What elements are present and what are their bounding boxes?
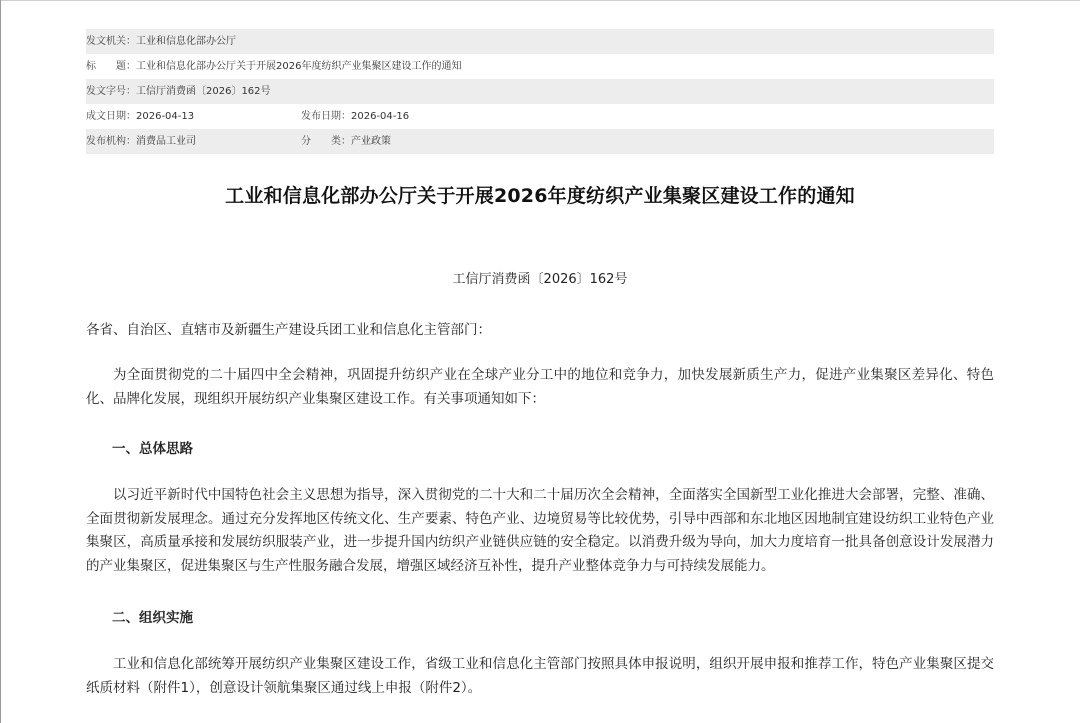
category-label: 分 类： [301, 136, 351, 147]
document-title: 工业和信息化部办公厅关于开展2026年度纺织产业集聚区建设工作的通知 [225, 185, 855, 207]
section-1-paragraph: 以习近平新时代中国特色社会主义思想为指导，深入贯彻党的二十大和二十届历次全会精神，全面落实全国新型工业化推进大会部署，完整、准确、全面贯彻新发展理念。通过充分发挥地区传统文化、生产要素、特色产业、边境贸易等比较优势，引导中西部和东北地区因地制宜建设纺织工业特色产业集聚区，高质量承接和发展纺织服装产业，进一步提升国内纺织产业链供应链的安全稳定。以消费升级为导向，加大力度培育一批具备创意设计发展潜力的产业集聚区，促进集聚区与生产性服务融合发展，增强区域经济互补性，提升产业整体竞争力与可持续发展能力。 [86, 487, 994, 574]
docno-value: 工信厅消费函〔2026〕162号 [136, 86, 271, 97]
published-label: 发布日期： [301, 111, 351, 122]
document-number: 工信厅消费函〔2026〕162号 [452, 272, 628, 287]
docno-label: 发文字号： [86, 86, 136, 97]
document-metadata-table [86, 29, 994, 154]
section-2-heading: 二、组织实施 [112, 610, 193, 626]
meta-row-issuer [86, 29, 994, 54]
title-value: 工业和信息化部办公厅关于开展2026年度纺织产业集聚区建设工作的通知 [136, 61, 462, 72]
org-value: 消费品工业司 [136, 136, 196, 147]
category-cell [301, 129, 391, 154]
created-value: 2026-04-13 [136, 111, 195, 122]
org-label: 发布机构： [86, 136, 136, 147]
page-top-border [0, 0, 1080, 1]
meta-row-docno [86, 79, 994, 104]
issuer-label: 发文机关： [86, 36, 136, 47]
section-2-paragraph: 工业和信息化部统筹开展纺织产业集聚区建设工作，省级工业和信息化主管部门按照具体申报说明，组织开展申报和推荐工作，特色产业集聚区提交纸质材料（附件1），创意设计领航集聚区通过线上申报（附件2）。 [86, 656, 994, 696]
section-1-heading: 一、总体思路 [112, 441, 193, 457]
title-label: 标 题： [86, 61, 136, 72]
published-value: 2026-04-16 [351, 111, 410, 122]
published-date-cell [301, 104, 409, 129]
intro-paragraph: 为全面贯彻党的二十届四中全会精神，巩固提升纺织产业在全球产业分工中的地位和竞争力，加快发展新质生产力，促进产业集聚区差异化、特色化、品牌化发展，现组织开展纺织产业集聚区建设工作。有关事项通知如下： [86, 367, 994, 407]
category-value: 产业政策 [351, 136, 391, 147]
org-cell [86, 129, 301, 154]
meta-row-dates [86, 104, 994, 129]
page-left-border [0, 0, 1, 723]
issuer-value: 工业和信息化部办公厅 [136, 36, 236, 47]
meta-row-title [86, 54, 994, 79]
created-date-cell [86, 104, 301, 129]
addressee: 各省、自治区、直辖市及新疆生产建设兵团工业和信息化主管部门： [86, 322, 491, 338]
meta-row-org [86, 129, 994, 154]
created-label: 成文日期： [86, 111, 136, 122]
